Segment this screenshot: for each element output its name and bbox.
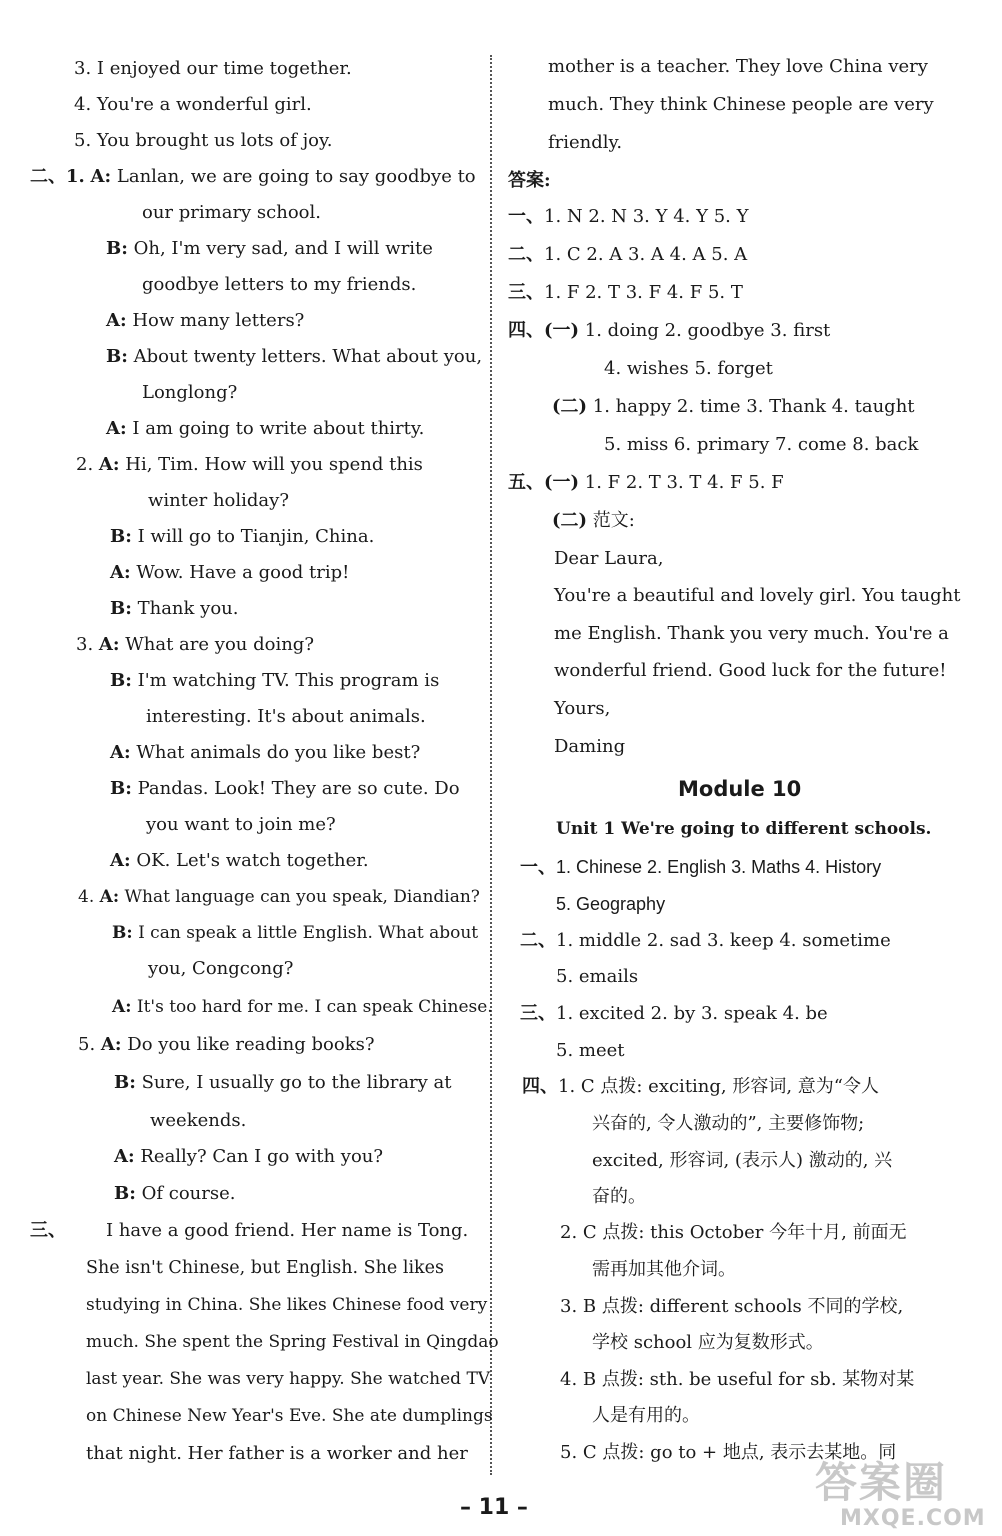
right-line: mother is a teacher. They love China very — [548, 56, 928, 77]
left-line: B: Thank you. — [110, 598, 239, 619]
left-line: 5. You brought us lots of joy. — [74, 130, 333, 151]
right-line: 三、1. F 2. T 3. F 4. F 5. T — [508, 282, 743, 303]
watermark-text: 答案圈 — [815, 1458, 948, 1507]
left-line: 三、 I have a good friend. Her name is Tong. — [30, 1220, 469, 1241]
left-line: that night. Her father is a worker and her — [86, 1443, 468, 1464]
answers-heading: 答案: — [508, 170, 551, 191]
right-line: 学校 school 应为复数形式。 — [592, 1332, 824, 1353]
left-line: A: What animals do you like best? — [110, 742, 421, 763]
left-line: Longlong? — [142, 382, 238, 403]
right-line: 一、1. Chinese 2. English 3. Maths 4. History — [520, 857, 882, 877]
left-line: 4. A: What language can you speak, Diandian? — [78, 887, 480, 907]
right-line: (二) 1. happy 2. time 3. Thank 4. taught — [552, 396, 915, 417]
left-line: B: I will go to Tianjin, China. — [110, 526, 375, 547]
right-line: 兴奋的, 令人激动的”, 主要修饰物; — [592, 1113, 865, 1134]
right-line: 四、1. C 点拨: exciting, 形容词, 意为“令人 — [522, 1076, 880, 1097]
right-line: me English. Thank you very much. You're a — [554, 623, 949, 644]
right-line: 二、1. middle 2. sad 3. keep 4. sometime — [520, 930, 891, 951]
right-line: 5. emails — [556, 966, 639, 987]
left-line: B: Oh, I'm very sad, and I will write — [106, 238, 433, 259]
left-line: our primary school. — [142, 202, 321, 223]
left-line: goodbye letters to my friends. — [142, 274, 417, 295]
right-line: 四、(一) 1. doing 2. goodbye 3. first — [508, 320, 831, 341]
right-line: 奋的。 — [592, 1186, 646, 1207]
right-line: 5. C 点拨: go to + 地点, 表示去某地。同 — [560, 1442, 897, 1463]
right-line: 3. B 点拨: different schools 不同的学校, — [560, 1296, 904, 1317]
left-line: last year. She was very happy. She watched TV — [86, 1369, 491, 1389]
right-line: 4. wishes 5. forget — [604, 358, 773, 379]
left-line: A: It's too hard for me. I can speak Chinese. — [112, 997, 493, 1017]
left-line: 4. You're a wonderful girl. — [74, 94, 312, 115]
left-line: 二、1. A: Lanlan, we are going to say goodbye to — [30, 166, 476, 187]
left-line: studying in China. She likes Chinese food very — [86, 1295, 488, 1315]
right-line: 5. meet — [556, 1040, 625, 1061]
unit-title: Unit 1 We're going to different schools. — [556, 819, 932, 839]
left-line: much. She spent the Spring Festival in Qingdao — [86, 1332, 499, 1352]
right-line: 2. C 点拨: this October 今年十月, 前面无 — [560, 1222, 907, 1243]
right-line: 5. Geography — [556, 894, 666, 914]
left-line: A: OK. Let's watch together. — [110, 850, 369, 871]
right-line: 五、(一) 1. F 2. T 3. T 4. F 5. F — [508, 472, 784, 493]
right-line: 二、1. C 2. A 3. A 4. A 5. A — [508, 244, 748, 265]
left-line: A: Really? Can I go with you? — [114, 1146, 384, 1167]
right-line: 一、1. N 2. N 3. Y 4. Y 5. Y — [508, 206, 749, 227]
right-line: 5. miss 6. primary 7. come 8. back — [604, 434, 919, 455]
left-line: weekends. — [150, 1110, 247, 1131]
right-line: Yours, — [554, 698, 611, 719]
right-line: (二) 范文: — [552, 510, 635, 531]
left-line: interesting. It's about animals. — [146, 706, 426, 727]
left-line: B: About twenty letters. What about you, — [106, 346, 483, 367]
left-line: 3. I enjoyed our time together. — [74, 58, 352, 79]
right-line: 三、1. excited 2. by 3. speak 4. be — [520, 1003, 828, 1024]
left-line: B: Pandas. Look! They are so cute. Do — [110, 778, 460, 799]
module-title: Module 10 — [678, 777, 802, 801]
left-line: you want to join me? — [146, 814, 336, 835]
right-line: 需再加其他介词。 — [592, 1259, 736, 1280]
right-line: Dear Laura, — [554, 548, 664, 569]
left-line: B: I'm watching TV. This program is — [110, 670, 440, 691]
page-number: – 11 – — [460, 1495, 528, 1520]
left-line: 5. A: Do you like reading books? — [78, 1034, 375, 1055]
right-line: 4. B 点拨: sth. be useful for sb. 某物对某 — [560, 1369, 915, 1390]
right-line: Daming — [554, 736, 626, 757]
left-line: you, Congcong? — [148, 958, 294, 979]
watermark-logo — [800, 1448, 1000, 1536]
right-line: excited, 形容词, (表示人) 激动的, 兴 — [592, 1150, 893, 1171]
left-line: A: Wow. Have a good trip! — [110, 562, 350, 583]
left-line: winter holiday? — [148, 490, 289, 511]
right-line: 人是有用的。 — [592, 1405, 700, 1426]
left-line: 3. A: What are you doing? — [76, 634, 314, 655]
right-line: friendly. — [548, 132, 623, 153]
right-line: You're a beautiful and lovely girl. You taught — [554, 585, 961, 606]
left-line: B: Of course. — [114, 1183, 236, 1204]
left-line: B: Sure, I usually go to the library at — [114, 1072, 452, 1093]
right-line: wonderful friend. Good luck for the future! — [554, 660, 947, 681]
left-line: A: How many letters? — [106, 310, 305, 331]
left-line: 2. A: Hi, Tim. How will you spend this — [76, 454, 423, 475]
column-divider — [490, 55, 492, 1475]
left-line: on Chinese New Year's Eve. She ate dumplings — [86, 1406, 493, 1426]
left-line: She isn't Chinese, but English. She likes — [86, 1258, 444, 1278]
watermark-url: MXQE.COM — [840, 1506, 986, 1531]
left-line: B: I can speak a little English. What about — [112, 923, 479, 943]
left-line: A: I am going to write about thirty. — [106, 418, 425, 439]
right-line: much. They think Chinese people are very — [548, 94, 934, 115]
